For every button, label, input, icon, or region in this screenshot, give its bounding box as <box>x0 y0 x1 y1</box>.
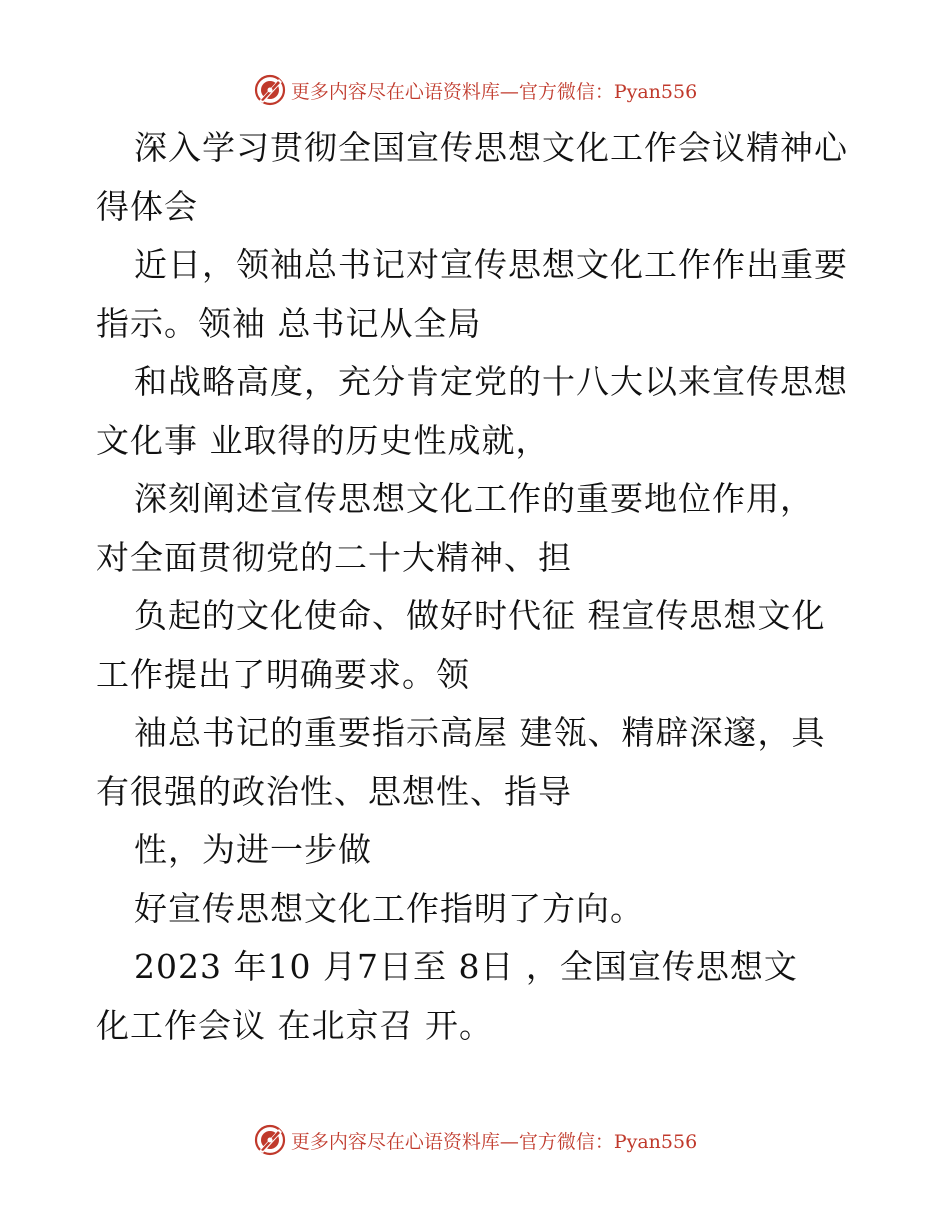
text-line: 性，为进一步做 <box>134 830 372 869</box>
text-line: 工作提出了明确要求。领 <box>96 654 470 694</box>
text-line: 好宣传思想文化工作指明了方向。 <box>134 888 644 928</box>
text-line: 深刻阐述宣传思想文化工作的重要地位作用， <box>134 479 814 518</box>
text-line: 指示。领袖 总书记从全局 <box>96 303 482 343</box>
document-body <box>96 119 866 1055</box>
text-line: 和战略高度，充分肯定党的十八大以来宣传思想 <box>134 362 848 401</box>
quill-emblem-icon <box>253 73 287 107</box>
text-line: 有很强的政治性、思想性、指导 <box>96 771 572 811</box>
text-line: 负起的文化使命、做好时代征 程宣传思想文化 <box>134 596 826 635</box>
header-banner-text: 更多内容尽在心语资料库—官方微信：Pyan556 <box>290 80 698 103</box>
footer-banner-text: 更多内容尽在心语资料库—官方微信：Pyan556 <box>290 1130 698 1153</box>
text-line: 文化事 业取得的历史性成就， <box>96 420 550 460</box>
text-line: 化工作会议 在北京召 开。 <box>96 1005 493 1045</box>
footer-banner <box>0 1120 950 1160</box>
text-line: 近日，领袖总书记对宣传思想文化工作作出重要 <box>134 245 848 284</box>
text-line: 对全面贯彻党的二十大精神、担 <box>96 537 572 577</box>
header-banner <box>0 70 950 110</box>
quill-emblem-icon <box>253 1123 287 1157</box>
header-banner-content <box>253 73 697 107</box>
text-line: 深入学习贯彻全国宣传思想文化工作会议精神心 <box>134 128 848 167</box>
text-line: 2023 年10 月7日至 8日 ，全国宣传思想文 <box>134 947 798 986</box>
text-line: 袖总书记的重要指示高屋 建瓴、精辟深邃，具 <box>134 713 826 752</box>
text-line: 得体会 <box>96 186 198 226</box>
footer-banner-content <box>253 1123 697 1157</box>
